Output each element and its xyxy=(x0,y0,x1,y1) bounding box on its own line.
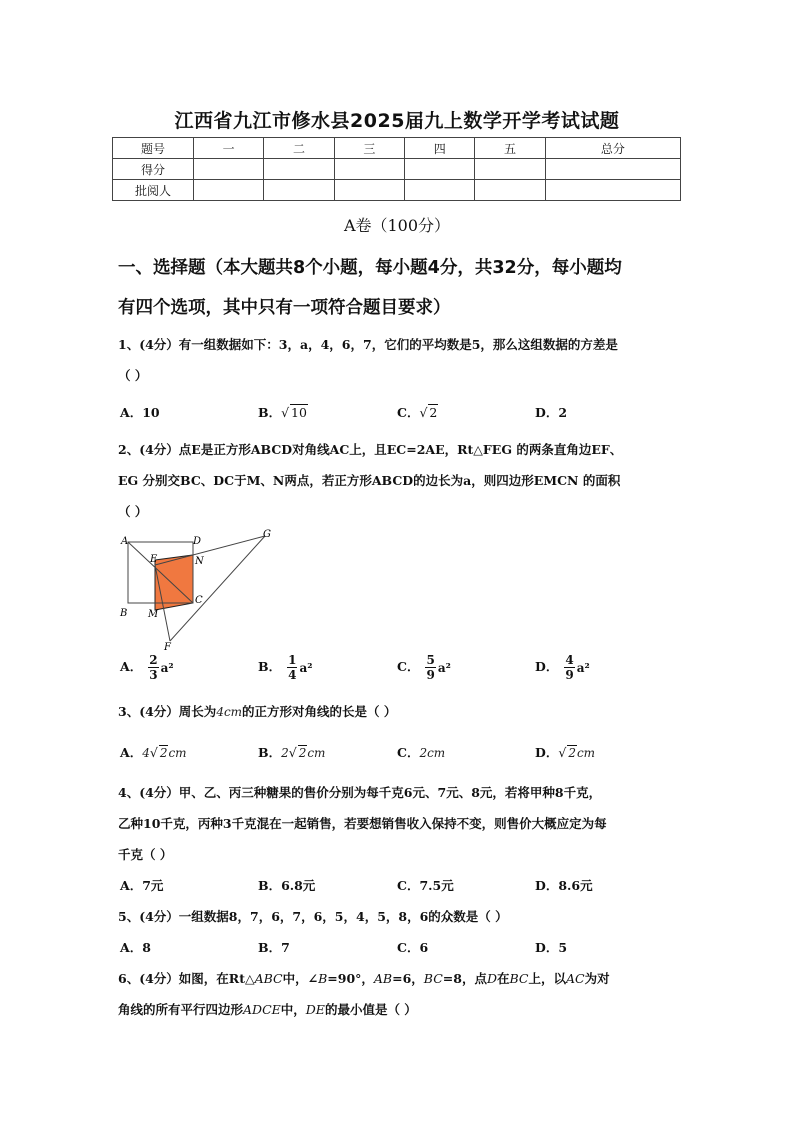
math-run: AC xyxy=(566,971,585,986)
a-squared: a² xyxy=(576,660,590,675)
label-d: D xyxy=(193,536,202,547)
q2-stem-line2: EG 分别交BC、DC于M、N两点，若正方形ABCD的边长为a，则四边形EMCN 的面积 xyxy=(118,473,621,488)
fraction xyxy=(148,653,158,682)
q1-stem-line1: 1、(4分）有一组数据如下：3，a，4，6，7，它们的平均数是5，那么这组数据的方差是 xyxy=(118,337,618,352)
label-f: F xyxy=(164,642,171,653)
q3-option-d xyxy=(535,743,595,761)
q5-option-c: C．6 xyxy=(397,940,429,955)
q2-option-b xyxy=(258,653,312,682)
q3-perimeter: 4cm xyxy=(216,705,243,719)
q1-option-b xyxy=(258,403,308,421)
table-cell: 得分 xyxy=(113,159,194,180)
q3-stem-pre: 3、(4分）周长为 xyxy=(118,704,217,719)
a-squared: a² xyxy=(437,660,451,675)
label-n: N xyxy=(195,556,204,567)
denominator: 9 xyxy=(565,668,574,682)
option-label: D． xyxy=(535,659,559,674)
denominator: 9 xyxy=(426,668,435,682)
q6-stem-line2 xyxy=(118,1000,680,1018)
option-label: C． xyxy=(397,745,420,760)
q2-geometry-figure xyxy=(115,528,285,653)
label-g: G xyxy=(263,529,271,540)
sqrt-sign: √ xyxy=(419,405,428,420)
option-label: B． xyxy=(258,405,282,420)
math-run: ADCE xyxy=(243,1002,281,1017)
coefficient: 4 xyxy=(142,746,150,760)
q1-option-c xyxy=(397,403,438,421)
a-squared: a² xyxy=(299,660,313,675)
denominator: 4 xyxy=(288,668,297,682)
text-run: 中， xyxy=(280,1002,306,1017)
leg-eg xyxy=(155,536,265,565)
table-cell xyxy=(194,180,264,201)
q4-option-b: B．6.8元 xyxy=(258,878,316,893)
q4-stem-line1: 4、(4分）甲、乙、丙三种糖果的售价分别为每千克6元、7元、8元，若将甲种8千克， xyxy=(118,785,602,800)
text-run: 角线的所有平行四边形 xyxy=(118,1002,244,1017)
q2-option-c xyxy=(397,653,451,682)
option-label: D． xyxy=(535,745,559,760)
unit: cm xyxy=(307,746,326,760)
option-label: A． xyxy=(120,659,143,674)
part1-heading-line2: 有四个选项，其中只有一项符合题目要求） xyxy=(118,298,451,318)
table-cell: 五 xyxy=(475,138,545,159)
table-cell: 二 xyxy=(264,138,334,159)
sqrt-sign: √ xyxy=(281,405,290,420)
q2-option-d xyxy=(535,653,590,682)
table-cell: 题号 xyxy=(113,138,194,159)
numerator: 5 xyxy=(426,653,435,667)
fraction xyxy=(425,653,435,682)
q2-stem-line1: 2、(4分）点E是正方形ABCD对角线AC上，且EC=2AE，Rt△FEG 的两条直角边EF、 xyxy=(118,442,623,457)
option-label: A． xyxy=(120,745,143,760)
q3-option-c xyxy=(397,743,445,761)
radicand: 10 xyxy=(291,405,307,420)
section-a-title: A卷（100分） xyxy=(343,216,451,235)
sqrt-sign: √ xyxy=(558,745,567,760)
exam-title: 江西省九江市修水县2025届九上数学开学考试试题 xyxy=(174,110,620,132)
text-run: =90°， xyxy=(327,971,374,986)
q1-stem-line2: （ ） xyxy=(118,368,148,383)
radicand: 2 xyxy=(568,746,576,760)
label-a: A xyxy=(121,536,129,547)
numerator: 1 xyxy=(288,653,297,667)
q1-option-a: A．10 xyxy=(120,405,160,420)
q5-option-a: A．8 xyxy=(120,940,151,955)
q4-option-a: A．7元 xyxy=(120,878,164,893)
q6-stem-line1 xyxy=(118,969,680,987)
reviewer-row xyxy=(113,180,681,201)
table-cell xyxy=(405,159,475,180)
text-run: 的最小值是（ ） xyxy=(324,1002,417,1017)
math-run: AB xyxy=(373,971,393,986)
table-cell: 一 xyxy=(194,138,264,159)
numerator: 4 xyxy=(565,653,574,667)
q5-stem: 5、(4分）一组数据8，7，6，7，6，5，4，5，8，6的众数是（ ） xyxy=(118,909,508,924)
fraction xyxy=(287,653,297,682)
q3-option-a xyxy=(120,743,187,761)
text-run: 在 xyxy=(496,971,510,986)
table-cell: 四 xyxy=(405,138,475,159)
option-label: C． xyxy=(397,659,420,674)
math-run: B xyxy=(318,971,328,986)
table-cell xyxy=(264,180,334,201)
q3-stem xyxy=(118,702,680,720)
part1-heading-line1: 一、选择题（本大题共8个小题，每小题4分，共32分，每小题均 xyxy=(118,258,622,278)
text-run: 6、(4分）如图，在Rt△ xyxy=(118,971,255,986)
q3-option-b xyxy=(258,743,325,761)
table-cell xyxy=(475,159,545,180)
text-run: 上，以 xyxy=(528,971,566,986)
text-run: 为对 xyxy=(584,971,610,986)
table-cell: 批阅人 xyxy=(113,180,194,201)
table-cell xyxy=(545,159,680,180)
q5-option-d: D．5 xyxy=(535,940,568,955)
sqrt-sign: √ xyxy=(288,745,297,760)
radicand: 2 xyxy=(429,405,438,420)
fraction xyxy=(564,653,574,682)
denominator: 3 xyxy=(149,668,158,682)
table-cell xyxy=(334,159,404,180)
sqrt-sign: √ xyxy=(149,745,158,760)
label-c: C xyxy=(195,595,203,606)
table-cell xyxy=(405,180,475,201)
q4-stem-line3: 千克（ ） xyxy=(118,847,173,862)
score-row xyxy=(113,159,681,180)
radicand: 2 xyxy=(298,746,307,760)
table-cell xyxy=(475,180,545,201)
unit: cm xyxy=(168,746,187,760)
option-label: C． xyxy=(397,405,420,420)
math-run: BC xyxy=(509,971,529,986)
q4-stem-line2: 乙种10千克，丙种3千克混在一起销售，若要想销售收入保持不变，则售价大概应定为每 xyxy=(118,816,607,831)
q4-option-c: C．7.5元 xyxy=(397,878,454,893)
label-e: E xyxy=(150,554,158,565)
label-b: B xyxy=(120,608,128,619)
option-label: B． xyxy=(258,745,282,760)
table-cell xyxy=(264,159,334,180)
score-table-header-row xyxy=(113,138,681,159)
radicand: 2 xyxy=(159,746,168,760)
q2-option-a xyxy=(120,653,174,682)
table-cell xyxy=(334,180,404,201)
score-table xyxy=(112,137,681,201)
table-cell: 总分 xyxy=(545,138,680,159)
table-cell xyxy=(194,159,264,180)
q2-stem-line3: （ ） xyxy=(118,504,148,519)
option-label: B． xyxy=(258,659,282,674)
text-run: 中，∠ xyxy=(282,971,319,986)
table-cell xyxy=(545,180,680,201)
math-run: DE xyxy=(305,1002,325,1017)
math-run: BC xyxy=(423,971,443,986)
text-run: =6， xyxy=(392,971,424,986)
a-squared: a² xyxy=(160,660,174,675)
label-m: M xyxy=(148,609,159,620)
numerator: 2 xyxy=(149,653,158,667)
math-run: ABC xyxy=(254,971,283,986)
math-run: D xyxy=(486,971,497,986)
q1-option-d: D．2 xyxy=(535,405,568,420)
q5-option-b: B．7 xyxy=(258,940,290,955)
unit: cm xyxy=(576,746,596,760)
text-run: =8，点 xyxy=(442,971,487,986)
value: 2cm xyxy=(419,746,446,760)
q3-stem-post: 的正方形对角线的长是（ ） xyxy=(242,704,397,719)
table-cell: 三 xyxy=(334,138,404,159)
q4-option-d: D．8.6元 xyxy=(535,878,593,893)
coefficient: 2 xyxy=(281,746,289,760)
